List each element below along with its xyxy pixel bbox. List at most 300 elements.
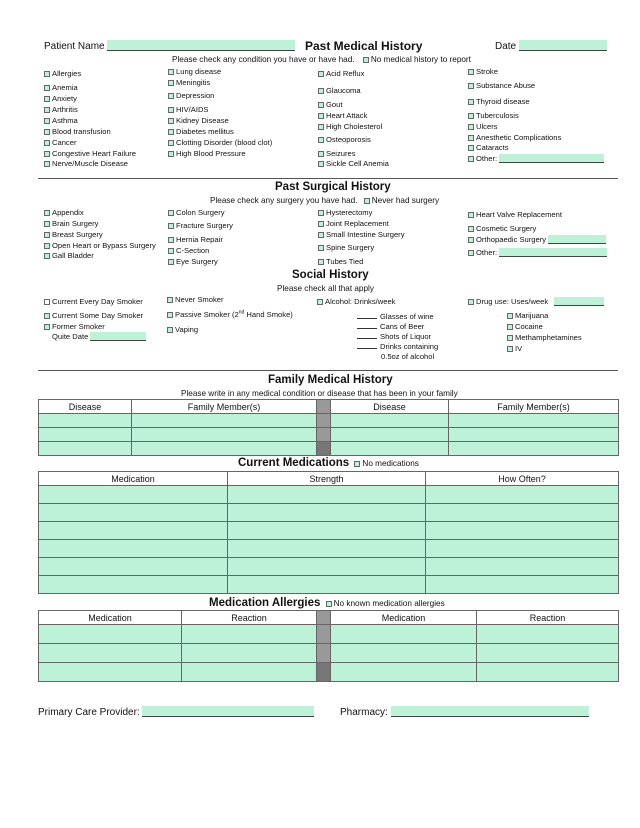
family-member-cell[interactable] [449, 428, 619, 442]
drinks-containing-row [357, 341, 438, 351]
option-label: Asthma [52, 116, 78, 125]
frequency-cell[interactable] [426, 540, 619, 558]
blood-transfusion-option[interactable] [44, 127, 111, 136]
column-separator [317, 663, 331, 682]
checkbox[interactable] [318, 161, 324, 167]
reaction-cell[interactable] [182, 663, 317, 682]
strength-cell[interactable] [228, 558, 426, 576]
checkbox[interactable] [168, 259, 174, 265]
reaction-cell[interactable] [182, 625, 317, 644]
drug-use-row [468, 297, 604, 306]
substance-abuse-option[interactable] [468, 81, 535, 90]
former-smoker-option[interactable] [44, 322, 105, 331]
family-member-cell[interactable] [132, 428, 317, 442]
option-label: Kidney Disease [176, 116, 229, 125]
checkbox[interactable] [468, 250, 474, 256]
option-label: Diabetes mellitus [176, 127, 234, 136]
strength-cell[interactable] [228, 486, 426, 504]
checkbox[interactable] [318, 71, 324, 77]
checkbox[interactable] [318, 88, 324, 94]
current-some-day-smoker-option[interactable] [44, 311, 143, 320]
date-field[interactable] [519, 40, 607, 51]
sickle-cell-anemia-option[interactable] [318, 159, 389, 168]
alcohol-note: 0.5oz of alcohol [381, 352, 435, 361]
checkbox[interactable] [168, 248, 174, 254]
checkbox[interactable] [44, 313, 50, 319]
checkbox[interactable] [167, 297, 173, 303]
checkbox[interactable] [168, 223, 174, 229]
column-header: Medication [331, 611, 477, 625]
cosmetic-surgery-option[interactable] [468, 224, 536, 233]
family-instructions: Please write in any medical condition or disease that has been in your family [181, 389, 458, 398]
alcohol-row [317, 297, 395, 306]
other-field[interactable] [548, 235, 606, 244]
checkbox[interactable] [468, 156, 474, 162]
hysterectomy-option[interactable] [318, 208, 372, 217]
ulcers-option[interactable] [468, 122, 498, 131]
option-label: Allergies [52, 69, 82, 78]
passive-smoker-option[interactable]: Passive Smoker (2nd Hand Smoke) [167, 308, 293, 319]
medication-cell[interactable] [39, 644, 182, 663]
option-label: Cataracts [476, 143, 509, 152]
option-label: Meningitis [176, 78, 211, 87]
checkbox[interactable] [468, 237, 474, 243]
alcohol-item-label: Shots of Liquor [380, 332, 432, 341]
option-label: Heart Valve Replacement [476, 210, 562, 219]
disease-cell[interactable] [39, 414, 132, 428]
checkbox[interactable] [468, 99, 474, 105]
drug-use-checkbox[interactable] [468, 299, 474, 305]
drinks-count-field[interactable] [357, 311, 377, 319]
glasses-of-wine-row [357, 311, 434, 321]
cataracts-option[interactable] [468, 143, 509, 152]
medication-cell[interactable] [39, 625, 182, 644]
column-separator [317, 625, 331, 644]
checkbox[interactable] [468, 135, 474, 141]
checkbox[interactable] [167, 312, 173, 318]
table-row [39, 428, 619, 442]
column-separator [317, 428, 331, 442]
patient-name-field[interactable] [107, 40, 295, 51]
checkbox[interactable] [468, 124, 474, 130]
clotting-disorder-blood-clot-option[interactable] [168, 138, 272, 147]
table-row [39, 442, 619, 456]
checkbox[interactable] [44, 85, 50, 91]
checkbox[interactable] [318, 245, 324, 251]
gall-bladder-option[interactable] [44, 251, 94, 260]
checkbox[interactable] [468, 83, 474, 89]
checkbox[interactable] [44, 253, 50, 259]
lung-disease-option[interactable] [168, 67, 221, 76]
kidney-disease-option[interactable] [168, 116, 229, 125]
breast-surgery-option[interactable] [44, 230, 103, 239]
checkbox[interactable] [44, 161, 50, 167]
medications-title-row [238, 457, 419, 469]
other-option[interactable] [468, 154, 604, 163]
frequency-cell[interactable] [426, 504, 619, 522]
other-field[interactable] [499, 154, 604, 163]
option-label: Congestive Heart Failure [52, 149, 136, 158]
checkbox[interactable] [468, 69, 474, 75]
option-label: Tuberculosis [476, 111, 519, 120]
option-label: Spine Surgery [326, 243, 375, 252]
reaction-cell[interactable] [182, 644, 317, 663]
acid-reflux-option[interactable] [318, 69, 364, 78]
arthritis-option[interactable] [44, 105, 78, 114]
methamphetamines-option[interactable] [507, 333, 582, 342]
table-row [39, 414, 619, 428]
checkbox[interactable] [44, 221, 50, 227]
no-medications-label: No medications [362, 459, 419, 468]
social-instructions: Please check all that apply [277, 284, 374, 293]
colon-surgery-option[interactable] [168, 208, 225, 217]
strength-cell[interactable] [228, 522, 426, 540]
medication-cell[interactable] [39, 663, 182, 682]
high-cholesterol-option[interactable] [318, 122, 382, 131]
checkbox[interactable] [44, 107, 50, 113]
medication-cell[interactable] [331, 644, 477, 663]
allergies-option[interactable] [44, 69, 81, 78]
drinks-count-field[interactable] [357, 331, 377, 339]
option-label: Cosmetic Surgery [476, 224, 537, 233]
checkbox[interactable] [318, 232, 324, 238]
drug-uses-per-week-field[interactable] [554, 297, 604, 306]
other-option[interactable] [468, 248, 607, 257]
fracture-surgery-option[interactable] [168, 221, 233, 230]
option-label: Gall Bladder [52, 251, 94, 260]
anemia-option[interactable] [44, 83, 78, 92]
option-label: Clotting Disorder (blood clot) [176, 138, 273, 147]
option-label: Hernia Repair [176, 235, 223, 244]
divider [38, 178, 618, 179]
checkbox[interactable] [168, 151, 174, 157]
frequency-cell[interactable] [426, 522, 619, 540]
patient-name-label: Patient Name [44, 41, 105, 52]
option-label: Open Heart or Bypass Surgery [52, 241, 156, 250]
stroke-option[interactable] [468, 67, 498, 76]
checkbox[interactable] [507, 313, 513, 319]
checkbox[interactable] [44, 243, 50, 249]
never-smoker-option[interactable]: Never Smoker [167, 295, 224, 304]
spine-surgery-option[interactable] [318, 243, 374, 252]
asthma-option[interactable] [44, 116, 78, 125]
option-label: Current Every Day Smoker [52, 297, 143, 306]
alcohol-item-label: Glasses of wine [380, 312, 434, 321]
hernia-repair-option[interactable] [168, 235, 223, 244]
checkbox[interactable] [44, 210, 50, 216]
eye-surgery-option[interactable] [168, 257, 218, 266]
disease-cell[interactable] [39, 428, 132, 442]
depression-option[interactable] [168, 91, 214, 100]
option-label: Hysterectomy [326, 208, 373, 217]
option-label: Lung disease [176, 67, 222, 76]
option-label: Sickle Cell Anemia [326, 159, 389, 168]
checkbox[interactable] [168, 140, 174, 146]
option-label: Eye Surgery [176, 257, 218, 266]
checkbox[interactable] [168, 80, 174, 86]
option-label: Anemia [52, 83, 78, 92]
family-member-cell[interactable] [132, 442, 317, 456]
column-header: Disease [331, 400, 449, 414]
column-header: Medication [39, 611, 182, 625]
option-label: Acid Reflux [326, 69, 365, 78]
orthopaedic-surgery-option[interactable] [468, 235, 606, 244]
option-label: Tubes Tied [326, 257, 364, 266]
checkbox[interactable] [44, 71, 50, 77]
option-label: Depression [176, 91, 215, 100]
brain-surgery-option[interactable] [44, 219, 98, 228]
alcohol-item-label: Drinks containing [380, 342, 439, 351]
column-separator [317, 400, 331, 414]
checkbox[interactable] [168, 107, 174, 113]
checkbox[interactable] [44, 299, 50, 305]
heart-valve-replacement-option[interactable] [468, 210, 562, 219]
strength-cell[interactable] [228, 540, 426, 558]
divider [38, 370, 618, 371]
option-label: Stroke [476, 67, 498, 76]
checkbox[interactable] [468, 113, 474, 119]
appendix-option[interactable] [44, 208, 84, 217]
checkbox[interactable] [44, 151, 50, 157]
alcohol-item-label: Cans of Beer [380, 322, 425, 331]
cancer-option[interactable] [44, 138, 76, 147]
column-separator [317, 442, 331, 456]
reaction-cell[interactable] [477, 644, 619, 663]
checkbox[interactable] [318, 210, 324, 216]
family-history-table [38, 399, 619, 456]
checkbox[interactable] [168, 237, 174, 243]
never-had-surgery-checkbox[interactable] [364, 198, 370, 204]
medication-cell[interactable] [39, 540, 228, 558]
drinks-count-field[interactable] [357, 321, 377, 329]
option-label: Current Some Day Smoker [52, 311, 144, 320]
no-allergies-label: No known medication allergies [333, 599, 445, 608]
option-label: Cocaine [515, 322, 543, 331]
nerve-muscle-disease-option[interactable] [44, 159, 128, 168]
column-header: Reaction [182, 611, 317, 625]
checkbox[interactable] [168, 93, 174, 99]
option-label: Anxiety [52, 94, 77, 103]
c-section-option[interactable] [168, 246, 209, 255]
checkbox[interactable] [318, 151, 324, 157]
open-heart-or-bypass-surgery-option[interactable] [44, 241, 156, 250]
option-label: C-Section [176, 246, 210, 255]
option-label: Blood transfusion [52, 127, 111, 136]
primary-care-field[interactable] [142, 706, 314, 717]
table-row [39, 540, 619, 558]
option-label: Other: [476, 154, 498, 163]
column-header: Strength [228, 472, 426, 486]
option-label: Gout [326, 100, 343, 109]
checkbox[interactable] [318, 221, 324, 227]
anxiety-option[interactable] [44, 94, 77, 103]
option-label: Substance Abuse [476, 81, 536, 90]
option-label: IV [515, 344, 523, 353]
no-allergies-checkbox[interactable] [326, 601, 332, 607]
option-label: Seizures [326, 149, 356, 158]
checkbox[interactable] [168, 69, 174, 75]
medication-cell[interactable] [39, 486, 228, 504]
tubes-tied-option[interactable] [318, 257, 363, 266]
strength-cell[interactable] [228, 576, 426, 594]
family-member-cell[interactable] [132, 414, 317, 428]
cocaine-option[interactable] [507, 322, 543, 331]
quit-date-row [52, 332, 146, 341]
heart-attack-option[interactable] [318, 111, 367, 120]
medical-instructions: Please check any condition you have or have had. No medical history to report [172, 55, 471, 64]
checkbox[interactable] [468, 145, 474, 151]
diabetes-mellitus-option[interactable] [168, 127, 234, 136]
checkbox[interactable] [168, 118, 174, 124]
option-label: Ulcers [476, 122, 498, 131]
alcohol-label: Alcohol: Drinks/week [325, 297, 396, 306]
patient-name-row [44, 40, 295, 52]
disease-cell[interactable] [39, 442, 132, 456]
osteoporosis-option[interactable] [318, 135, 371, 144]
table-row [39, 576, 619, 594]
column-separator [317, 644, 331, 663]
no-medical-history-label: No medical history to report [370, 55, 471, 64]
option-label: Orthopaedic Surgery [476, 235, 547, 244]
option-label: Heart Attack [326, 111, 368, 120]
medical-history-title: Past Medical History [305, 39, 423, 53]
pharmacy-field[interactable] [391, 706, 589, 717]
option-label: Small Intestine Surgery [326, 230, 405, 239]
family-member-cell[interactable] [449, 442, 619, 456]
table-row [39, 558, 619, 576]
medication-cell[interactable] [331, 663, 477, 682]
column-header: Medication [39, 472, 228, 486]
checkbox[interactable] [507, 324, 513, 330]
checkbox[interactable] [318, 137, 324, 143]
checkbox[interactable] [468, 226, 474, 232]
option-label: Fracture Surgery [176, 221, 233, 230]
option-label: Thyroid disease [476, 97, 530, 106]
disease-cell[interactable] [331, 442, 449, 456]
pharmacy-row [340, 706, 589, 718]
small-intestine-surgery-option[interactable] [318, 230, 405, 239]
checkbox[interactable] [44, 232, 50, 238]
option-label: Joint Replacement [326, 219, 389, 228]
checkbox[interactable] [318, 113, 324, 119]
congestive-heart-failure-option[interactable] [44, 149, 136, 158]
marijuana-option[interactable] [507, 311, 548, 320]
allergies-table [38, 610, 619, 682]
checkbox[interactable] [507, 335, 513, 341]
checkbox[interactable] [44, 140, 50, 146]
frequency-cell[interactable] [426, 486, 619, 504]
checkbox[interactable] [44, 129, 50, 135]
option-label: HIV/AIDS [176, 105, 209, 114]
meningitis-option[interactable] [168, 78, 210, 87]
checkbox[interactable] [168, 210, 174, 216]
frequency-cell[interactable] [426, 576, 619, 594]
checkbox[interactable] [44, 324, 50, 330]
option-label: Breast Surgery [52, 230, 103, 239]
medications-title: Current Medications [238, 457, 350, 469]
social-history-title: Social History [292, 269, 369, 281]
option-label: Cancer [52, 138, 77, 147]
strength-cell[interactable] [228, 504, 426, 522]
option-label: Appendix [52, 208, 84, 217]
column-header: Reaction [477, 611, 619, 625]
gout-option[interactable] [318, 100, 342, 109]
medication-cell[interactable] [331, 625, 477, 644]
checkbox[interactable] [168, 129, 174, 135]
table-row [39, 644, 619, 663]
iv-option[interactable] [507, 344, 522, 353]
pharmacy-label: Pharmacy: [340, 707, 388, 718]
surgical-instructions: Please check any surgery you have had. Never had surgery [210, 196, 440, 205]
column-separator [317, 414, 331, 428]
anesthetic-complications-option[interactable] [468, 133, 561, 142]
drinks-count-field[interactable] [357, 341, 377, 349]
checkbox[interactable] [167, 327, 173, 333]
column-header: Family Member(s) [132, 400, 317, 414]
no-medical-history-checkbox[interactable] [363, 57, 369, 63]
column-header: Disease [39, 400, 132, 414]
option-label: Other: [476, 248, 498, 257]
quit-date-field[interactable] [90, 332, 146, 341]
alcohol-checkbox[interactable] [317, 299, 323, 305]
option-label: Arthritis [52, 105, 78, 114]
reaction-cell[interactable] [477, 625, 619, 644]
primary-care-row [38, 706, 314, 718]
checkbox[interactable] [318, 102, 324, 108]
checkbox[interactable] [44, 118, 50, 124]
joint-replacement-option[interactable] [318, 219, 389, 228]
high-blood-pressure-option[interactable] [168, 149, 246, 158]
medication-cell[interactable] [39, 522, 228, 540]
checkbox[interactable] [507, 346, 513, 352]
checkbox[interactable] [468, 212, 474, 218]
disease-cell[interactable] [331, 428, 449, 442]
checkbox[interactable] [318, 124, 324, 130]
family-member-cell[interactable] [449, 414, 619, 428]
checkbox[interactable] [44, 96, 50, 102]
medication-cell[interactable] [39, 504, 228, 522]
vaping-option[interactable]: Vaping [167, 325, 198, 334]
seizures-option[interactable] [318, 149, 356, 158]
medication-cell[interactable] [39, 558, 228, 576]
surgical-history-title: Past Surgical History [275, 181, 391, 193]
column-separator [317, 611, 331, 625]
cans-of-beer-row [357, 321, 424, 331]
hiv-aids-option[interactable] [168, 105, 209, 114]
option-label: Former Smoker [52, 322, 105, 331]
checkbox[interactable] [318, 259, 324, 265]
disease-cell[interactable] [331, 414, 449, 428]
table-row [39, 663, 619, 682]
medication-cell[interactable] [39, 576, 228, 594]
allergies-title: Medication Allergies [209, 597, 321, 609]
tuberculosis-option[interactable] [468, 111, 519, 120]
family-history-title: Family Medical History [268, 374, 393, 386]
option-label: Brain Surgery [52, 219, 99, 228]
reaction-cell[interactable] [477, 663, 619, 682]
frequency-cell[interactable] [426, 558, 619, 576]
option-label: Marijuana [515, 311, 549, 320]
drug-use-label: Drug use: Uses/week [476, 297, 549, 306]
table-row [39, 486, 619, 504]
glaucoma-option[interactable] [318, 86, 361, 95]
current-every-day-smoker-option[interactable] [44, 297, 143, 306]
no-medications-checkbox[interactable] [354, 461, 360, 467]
date-row [495, 40, 607, 52]
thyroid-disease-option[interactable] [468, 97, 530, 106]
option-label: Colon Surgery [176, 208, 225, 217]
other-field[interactable] [499, 248, 607, 257]
